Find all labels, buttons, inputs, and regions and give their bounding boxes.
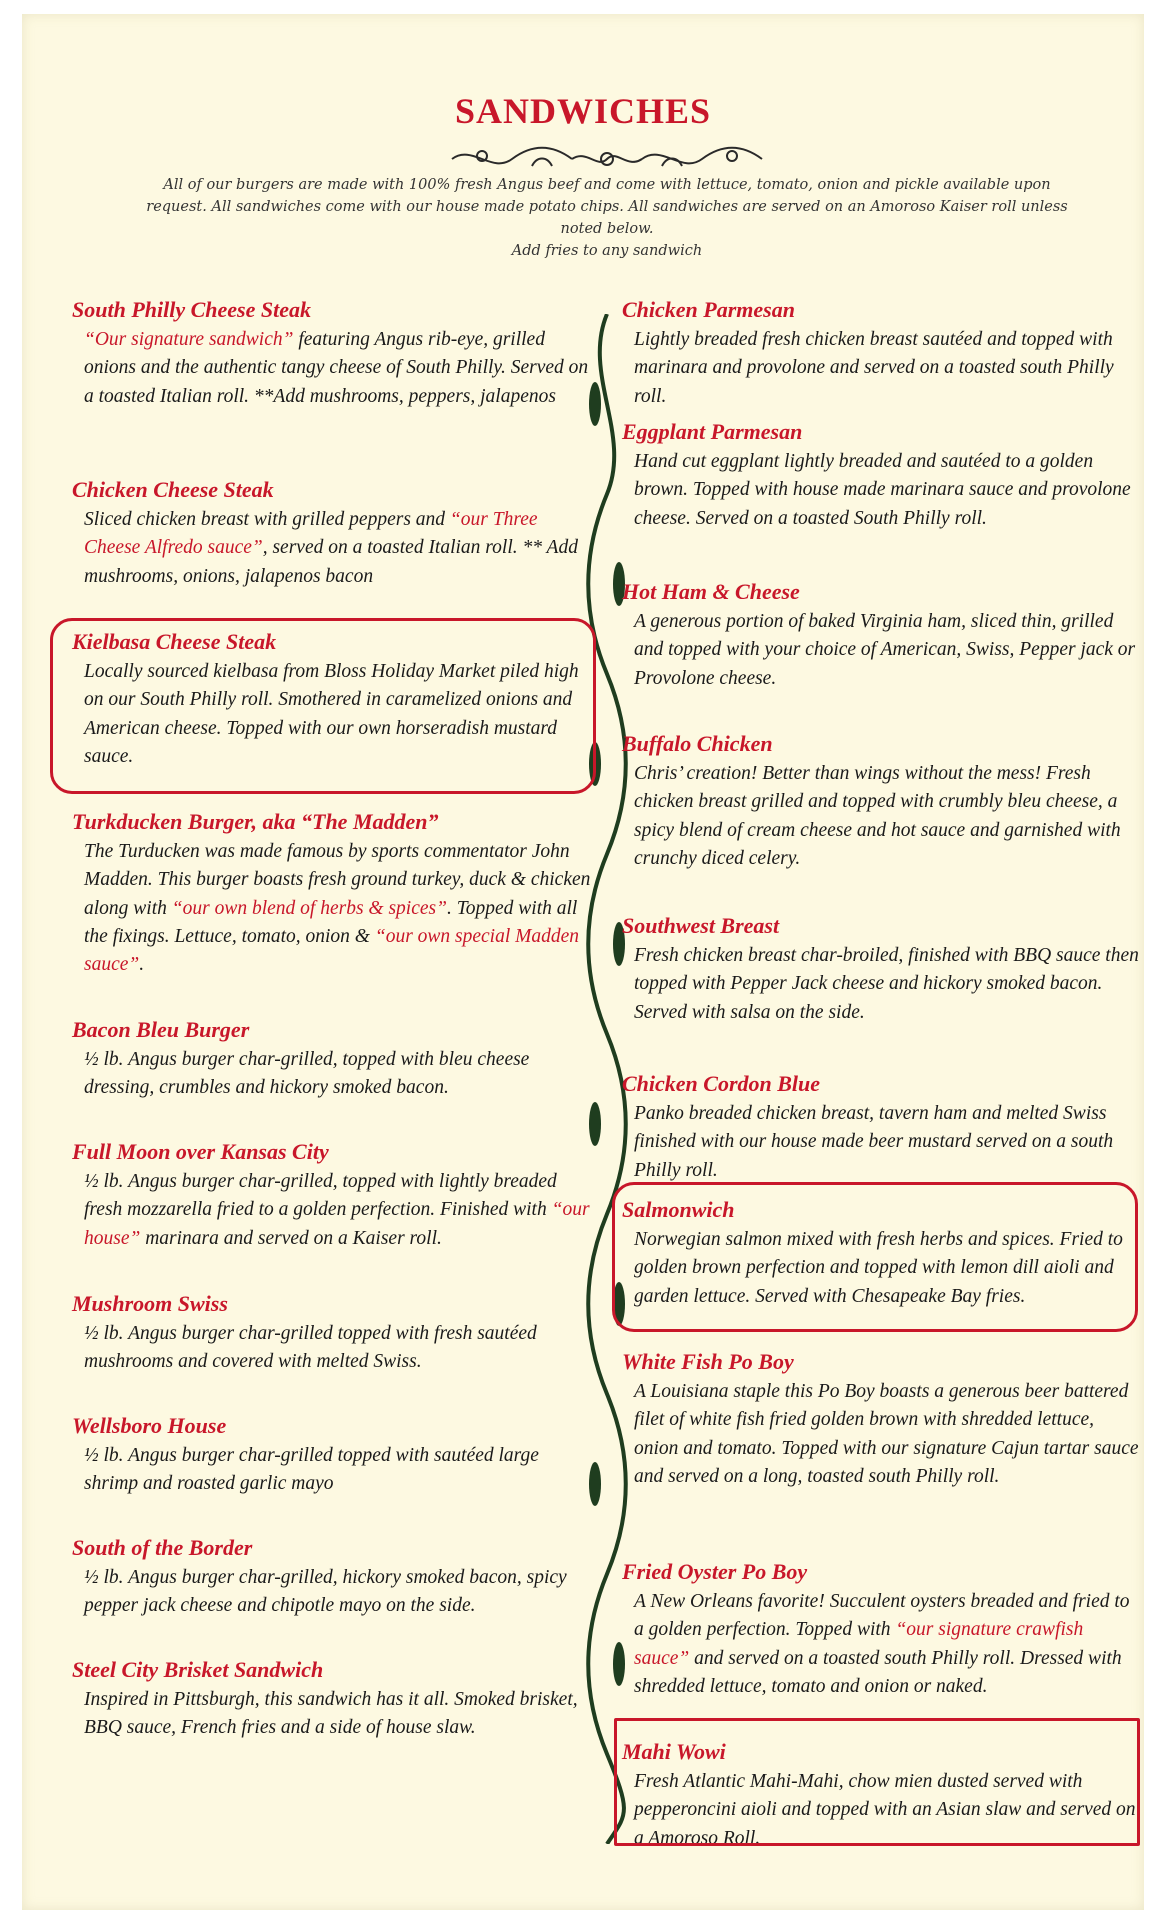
menu-page (22, 14, 1144, 1910)
menu-item-name: Chicken Parmesan (622, 297, 795, 322)
menu-item (72, 1290, 592, 1377)
menu-item-name: White Fish Po Boy (622, 1349, 794, 1374)
menu-item (622, 296, 1142, 411)
menu-item-description: Locally sourced kielbasa from Bloss Holiday Market piled high on our South Philly roll. Smothered in caramelized onions and American cheese. Topped with our own horseradish mustard sauce. (84, 661, 579, 767)
menu-item-description: ½ lb. Angus burger char-grilled, topped with lightly breaded fresh mozzarella fried to a golden perfection. Finished with “our house” marinara and served on a Kaiser roll. (84, 1171, 590, 1249)
menu-item-description: Inspired in Pittsburgh, this sandwich has it all. Smoked brisket, BBQ sauce, French fries and a side of house slaw. (84, 1689, 578, 1739)
title-flourish-ornament (442, 144, 772, 174)
menu-item-description: Sliced chicken breast with grilled peppers and “our Three Cheese Alfredo sauce”, served on a toasted Italian roll. ** Add mushrooms, onions, jalapenos bacon (84, 509, 578, 587)
menu-item (72, 1138, 592, 1253)
menu-item (72, 1534, 592, 1621)
menu-item-description: Fresh chicken breast char-broiled, finished with BBQ sauce then topped with Pepper Jack cheese and hickory smoked bacon. Served with salsa on the side. (634, 945, 1139, 1023)
menu-item-name: Buffalo Chicken (622, 731, 773, 756)
menu-item (622, 578, 1142, 693)
menu-item-description: A New Orleans favorite! Succulent oysters breaded and fried to a golden perfection. Topped with “our signature crawfish sauce” and served on a toasted south Philly roll. Dressed with shredded lettuce, tomato and onion or naked. (634, 1591, 1130, 1697)
menu-item-name: Fried Oyster Po Boy (622, 1559, 808, 1584)
menu-item-description: ½ lb. Angus burger char-grilled topped with fresh sautéed mushrooms and covered with melted Swiss. (84, 1323, 537, 1373)
menu-item-description: Norwegian salmon mixed with fresh herbs and spices. Fried to golden brown perfection and topped with lemon dill aioli and garden lettuce. Served with Chesapeake Bay fries. (634, 1229, 1123, 1307)
menu-item-name: Mahi Wowi (622, 1739, 726, 1764)
menu-item-description: A Louisiana staple this Po Boy boasts a generous beer battered filet of white fish fried golden brown with shredded lettuce, onion and tomato. Topped with our signature Cajun tartar sauce and served on a long, toasted south Philly roll. (634, 1381, 1139, 1487)
menu-item-name: Wellsboro House (72, 1413, 227, 1438)
menu-item-description: Panko breaded chicken breast, tavern ham and melted Swiss finished with our house made beer mustard served on a south Philly roll. (634, 1103, 1114, 1181)
menu-item (72, 808, 592, 979)
menu-item-name: Chicken Cheese Steak (72, 477, 274, 502)
menu-item (622, 1738, 1142, 1853)
menu-item (72, 628, 592, 771)
menu-item-name: Salmonwich (622, 1197, 735, 1222)
menu-item (72, 1412, 592, 1499)
intro-line: Add fries to any sandwich (511, 243, 703, 259)
page-title: SANDWICHES (454, 91, 712, 131)
intro-text (102, 174, 1112, 262)
menu-item (622, 1558, 1142, 1701)
menu-item (622, 418, 1142, 533)
menu-item-description: The Turducken was made famous by sports commentator John Madden. This burger boasts fresh ground turkey, duck & chicken along with “our own blend of herbs & spices”. Topped with all the fixings. Lettuce, tomato, onion & “our own special Madden sauce”. (84, 841, 591, 976)
menu-item (72, 476, 592, 591)
menu-item (72, 1656, 592, 1743)
menu-item-name: Kielbasa Cheese Steak (72, 629, 277, 654)
menu-item-name: Southwest Breast (622, 913, 780, 938)
intro-line: noted below. (560, 221, 654, 237)
menu-item-description: ½ lb. Angus burger char-grilled topped with sautéed large shrimp and roasted garlic mayo (84, 1445, 539, 1495)
menu-item-description: Chris’ creation! Better than wings without the mess! Fresh chicken breast grilled and topped with crumbly bleu cheese, a spicy blend of cream cheese and hot sauce and garnished with crunchy diced celery. (634, 763, 1121, 869)
menu-item-name: Mushroom Swiss (72, 1291, 228, 1316)
menu-item (622, 1348, 1142, 1491)
menu-item (622, 730, 1142, 873)
menu-item (72, 296, 592, 411)
menu-item-name: Steel City Brisket Sandwich (72, 1657, 324, 1682)
intro-line: All of our burgers are made with 100% fresh Angus beef and come with lettuce, tomato, onion and pickle available upon (163, 177, 1051, 193)
menu-item-name: Hot Ham & Cheese (622, 579, 800, 604)
menu-item (622, 912, 1142, 1027)
intro-line: request. All sandwiches come with our house made potato chips. All sandwiches are served on an Amoroso Kaiser roll unless (146, 199, 1068, 215)
menu-item-name: South of the Border (72, 1535, 253, 1560)
menu-item (622, 1070, 1142, 1185)
menu-item (622, 1196, 1142, 1311)
menu-item (72, 1016, 592, 1103)
menu-item-name: Bacon Bleu Burger (72, 1017, 250, 1042)
menu-item-name: Turkducken Burger, aka “The Madden” (72, 809, 439, 834)
menu-item-name: Chicken Cordon Blue (622, 1071, 821, 1096)
menu-item-name: Eggplant Parmesan (622, 419, 803, 444)
menu-item-description: ½ lb. Angus burger char-grilled, topped with bleu cheese dressing, crumbles and hickory smoked bacon. (84, 1049, 530, 1099)
menu-item-description: Fresh Atlantic Mahi-Mahi, chow mien dusted served with pepperoncini aioli and topped with an Asian slaw and served on a Amoroso Roll. (634, 1771, 1136, 1849)
menu-item-name: Full Moon over Kansas City (72, 1139, 329, 1164)
menu-item-name: South Philly Cheese Steak (72, 297, 311, 322)
menu-item-description: ½ lb. Angus burger char-grilled, hickory smoked bacon, spicy pepper jack cheese and chipotle mayo on the side. (84, 1567, 567, 1617)
menu-item-description: A generous portion of baked Virginia ham, sliced thin, grilled and topped with your choice of American, Swiss, Pepper jack or Provolone cheese. (634, 611, 1136, 689)
menu-item-description: “Our signature sandwich” featuring Angus rib-eye, grilled onions and the authentic tangy cheese of South Philly. Served on a toasted Italian roll. **Add mushrooms, peppers, jalapenos (84, 329, 589, 407)
menu-item-description: Hand cut eggplant lightly breaded and sautéed to a golden brown. Topped with house made marinara sauce and provolone cheese. Served on a toasted South Philly roll. (634, 451, 1131, 529)
menu-item-description: Lightly breaded fresh chicken breast sautéed and topped with marinara and provolone and served on a toasted south Philly roll. (634, 329, 1114, 407)
